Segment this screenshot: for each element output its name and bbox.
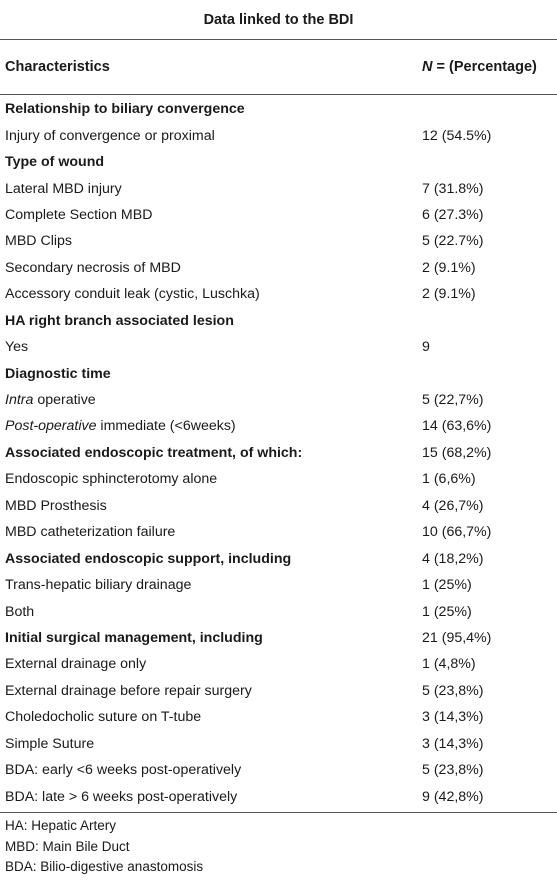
table-row — [0, 519, 557, 545]
characteristic-cell — [0, 709, 422, 725]
header-n-percentage — [422, 59, 557, 75]
characteristic-label: Associated endoscopic support, including — [5, 550, 292, 567]
count-percentage-cell: 1 (4,8%) — [422, 656, 476, 673]
characteristic-label: Injury of convergence or proximal — [5, 127, 215, 144]
footnote: HA: Hepatic Artery — [5, 817, 117, 833]
table-row — [0, 228, 557, 254]
table-row — [0, 651, 557, 677]
characteristic-label: Accessory conduit leak (cystic, Luschka) — [5, 286, 260, 303]
characteristic-cell — [0, 101, 422, 117]
table-row — [0, 757, 557, 783]
characteristic-cell — [0, 656, 422, 672]
table-row — [0, 255, 557, 281]
characteristic-italic-prefix: Post-operative — [5, 418, 97, 435]
count-percentage-cell: 1 (25%) — [422, 577, 472, 594]
table-row — [0, 413, 557, 439]
characteristic-label: Associated endoscopic treatment, of which: — [5, 444, 303, 461]
characteristic-cell — [0, 604, 422, 620]
count-percentage-cell: 3 (14,3%) — [422, 709, 484, 726]
table-caption: Data linked to the BDI — [0, 0, 557, 40]
count-percentage-cell: 15 (68,2%) — [422, 444, 492, 461]
characteristic-label: Initial surgical management, including — [5, 629, 263, 646]
table-row — [0, 334, 557, 360]
section-row — [0, 96, 557, 122]
table-body — [0, 95, 557, 810]
count-percentage-cell: 2 (9.1%) — [422, 286, 476, 303]
characteristic-cell — [0, 789, 422, 805]
characteristic-label: Relationship to biliary convergence — [5, 101, 245, 118]
table-row — [0, 466, 557, 492]
count-percentage-cell: 3 (14,3%) — [422, 735, 484, 752]
header-n-symbol: N — [422, 59, 433, 75]
characteristic-label: External drainage only — [5, 656, 147, 673]
header-characteristics: Characteristics — [5, 59, 110, 75]
characteristic-label: immediate (<6weeks) — [96, 418, 236, 435]
characteristic-cell — [0, 445, 422, 461]
characteristic-italic-prefix: Intra — [5, 392, 34, 409]
characteristic-label: Diagnostic time — [5, 365, 111, 382]
count-percentage-cell: 10 (66,7%) — [422, 524, 492, 541]
footnote: BDA: Bilio-digestive anastomosis — [5, 859, 204, 875]
characteristic-cell — [0, 286, 422, 302]
characteristic-label: BDA: late > 6 weeks post-operatively — [5, 788, 238, 805]
characteristic-cell — [0, 630, 422, 646]
characteristic-label: HA right branch associated lesion — [5, 312, 234, 329]
characteristic-label: Secondary necrosis of MBD — [5, 259, 181, 276]
table-footnotes — [0, 813, 557, 878]
characteristic-cell — [0, 418, 422, 434]
table-row — [0, 202, 557, 228]
characteristic-label: operative — [33, 392, 96, 409]
count-percentage-cell: 5 (23,8%) — [422, 682, 484, 699]
table-header-row — [0, 40, 557, 95]
count-percentage-cell: 1 (6,6%) — [422, 471, 476, 488]
count-percentage-cell: 5 (23,8%) — [422, 762, 484, 779]
count-percentage-cell: 5 (22,7%) — [422, 392, 484, 409]
table-row — [0, 175, 557, 201]
characteristic-label: Simple Suture — [5, 735, 95, 752]
count-percentage-cell: 12 (54.5%) — [422, 127, 492, 144]
table-row — [0, 731, 557, 757]
characteristic-cell — [0, 181, 422, 197]
count-percentage-cell: 5 (22.7%) — [422, 233, 484, 250]
table-row — [0, 783, 557, 809]
table-row — [0, 281, 557, 307]
characteristic-cell — [0, 207, 422, 223]
characteristic-label: Endoscopic sphincterotomy alone — [5, 471, 218, 488]
characteristic-label: Type of wound — [5, 154, 105, 171]
characteristic-cell — [0, 762, 422, 778]
characteristic-cell — [0, 260, 422, 276]
table-row — [0, 493, 557, 519]
characteristic-cell — [0, 392, 422, 408]
section-row — [0, 440, 557, 466]
footnote: MBD: Main Bile Duct — [5, 838, 130, 854]
characteristic-cell — [0, 524, 422, 540]
characteristic-label: Lateral MBD injury — [5, 180, 122, 197]
characteristic-cell — [0, 683, 422, 699]
characteristic-label: Complete Section MBD — [5, 206, 153, 223]
table-row — [0, 572, 557, 598]
table-row — [0, 678, 557, 704]
count-percentage-cell: 21 (95,4%) — [422, 629, 492, 646]
count-percentage-cell: 1 (25%) — [422, 603, 472, 620]
table-row — [0, 122, 557, 148]
characteristic-cell — [0, 128, 422, 144]
characteristic-label: Trans-hepatic biliary drainage — [5, 577, 192, 594]
table-row — [0, 704, 557, 730]
characteristic-label: Choledocholic suture on T-tube — [5, 709, 202, 726]
characteristic-label: MBD Prosthesis — [5, 497, 107, 514]
characteristic-cell — [0, 471, 422, 487]
characteristic-label: BDA: early <6 weeks post-operatively — [5, 762, 242, 779]
section-row — [0, 308, 557, 334]
characteristic-cell — [0, 551, 422, 567]
characteristic-cell — [0, 313, 422, 329]
section-row — [0, 625, 557, 651]
count-percentage-cell: 9 (42,8%) — [422, 788, 484, 805]
count-percentage-cell: 4 (26,7%) — [422, 497, 484, 514]
characteristic-label: MBD catheterization failure — [5, 524, 176, 541]
count-percentage-cell: 7 (31.8%) — [422, 180, 484, 197]
count-percentage-cell: 4 (18,2%) — [422, 550, 484, 567]
characteristic-cell — [0, 577, 422, 593]
count-percentage-cell: 9 — [422, 339, 430, 356]
header-percentage-label: = (Percentage) — [432, 59, 537, 75]
characteristic-label: Both — [5, 603, 35, 620]
characteristic-cell — [0, 154, 422, 170]
characteristic-label: External drainage before repair surgery — [5, 682, 252, 699]
section-row — [0, 545, 557, 571]
characteristic-label: Yes — [5, 339, 29, 356]
count-percentage-cell: 6 (27.3%) — [422, 206, 484, 223]
characteristic-cell — [0, 339, 422, 355]
table-row — [0, 387, 557, 413]
characteristic-cell — [0, 366, 422, 382]
section-row — [0, 360, 557, 386]
count-percentage-cell: 14 (63,6%) — [422, 418, 492, 435]
count-percentage-cell: 2 (9.1%) — [422, 259, 476, 276]
table-row — [0, 598, 557, 624]
characteristic-cell — [0, 736, 422, 752]
characteristic-cell — [0, 498, 422, 514]
characteristic-cell — [0, 233, 422, 249]
section-row — [0, 149, 557, 175]
characteristic-label: MBD Clips — [5, 233, 73, 250]
